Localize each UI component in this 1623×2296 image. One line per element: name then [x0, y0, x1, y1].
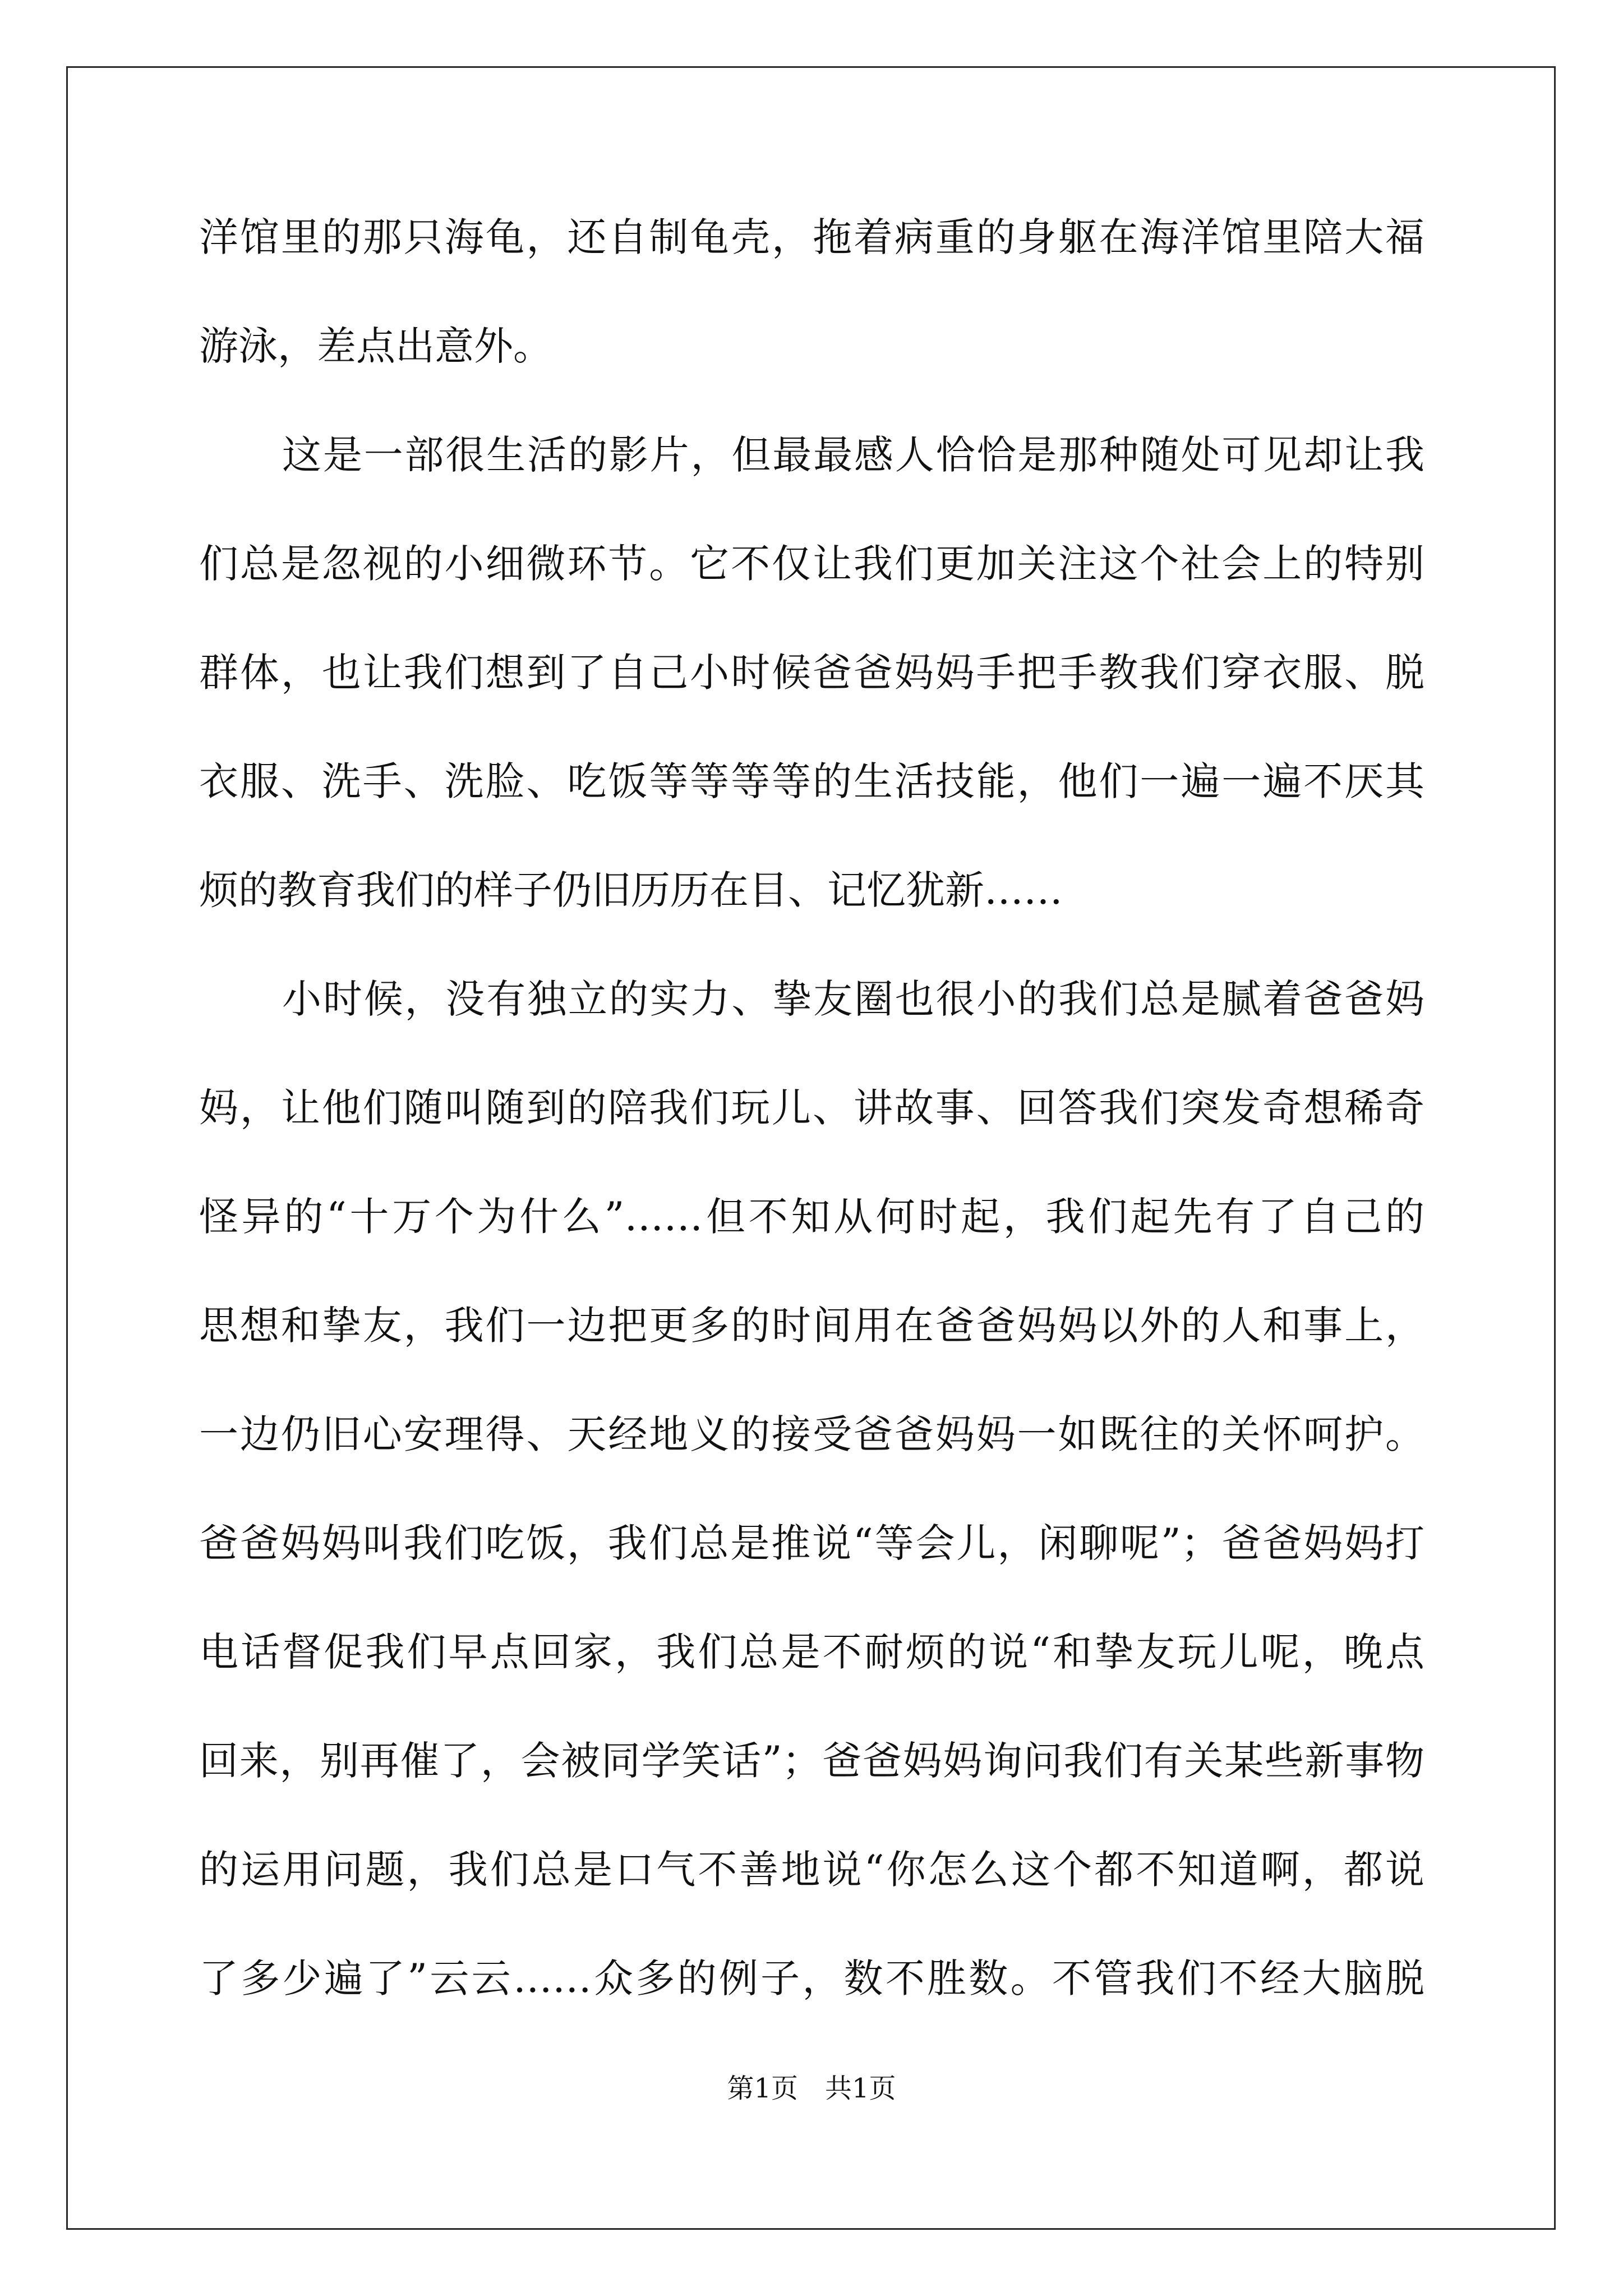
- text-line: 的运用问题，我们总是口气不善地说“你怎么这个都不知道啊，都说: [199, 1847, 1424, 1893]
- text-line: 们总是忽视的小细微环节。它不仅让我们更加关注这个社会上的特别: [199, 541, 1424, 587]
- page-number: 第1页: [727, 2073, 798, 2104]
- page-count: 共1页: [825, 2073, 896, 2104]
- text-line: 妈，让他们随叫随到的陪我们玩儿、讲故事、回答我们突发奇想稀奇: [199, 1085, 1424, 1131]
- page-footer: [0, 2073, 1623, 2104]
- text-line: 回来，别再催了，会被同学笑话”；爸爸妈妈询问我们有关某些新事物: [199, 1738, 1424, 1784]
- text-line: 了多少遍了”云云……众多的例子，数不胜数。不管我们不经大脑脱: [199, 1955, 1424, 2001]
- text-line: 爸爸妈妈叫我们吃饭，我们总是推说“等会儿，闲聊呢”；爸爸妈妈打: [199, 1520, 1424, 1566]
- text-line: 烦的教育我们的样子仍旧历历在目、记忆犹新……: [199, 867, 1063, 913]
- text-line: 思想和挚友，我们一边把更多的时间用在爸爸妈妈以外的人和事上，: [199, 1303, 1424, 1349]
- text-line: 游泳，差点出意外。: [199, 323, 552, 369]
- document-body: [199, 214, 1424, 2068]
- text-line: 衣服、洗手、洗脸、吃饭等等等等的生活技能，他们一遍一遍不厌其: [199, 758, 1424, 804]
- text-line: 这是一部很生活的影片，但最最感人恰恰是那种随处可见却让我: [282, 432, 1424, 478]
- text-line: 洋馆里的那只海龟，还自制龟壳，拖着病重的身躯在海洋馆里陪大福: [199, 214, 1424, 260]
- text-line: 群体，也让我们想到了自己小时候爸爸妈妈手把手教我们穿衣服、脱: [199, 650, 1424, 696]
- text-line: 电话督促我们早点回家，我们总是不耐烦的说“和挚友玩儿呢，晚点: [199, 1629, 1424, 1675]
- text-line: 一边仍旧心安理得、天经地义的接受爸爸妈妈一如既往的关怀呵护。: [199, 1411, 1424, 1457]
- text-line: 怪异的“十万个为什么”……但不知从何时起，我们起先有了自己的: [199, 1194, 1424, 1240]
- text-line: 小时候，没有独立的实力、挚友圈也很小的我们总是腻着爸爸妈: [282, 976, 1424, 1022]
